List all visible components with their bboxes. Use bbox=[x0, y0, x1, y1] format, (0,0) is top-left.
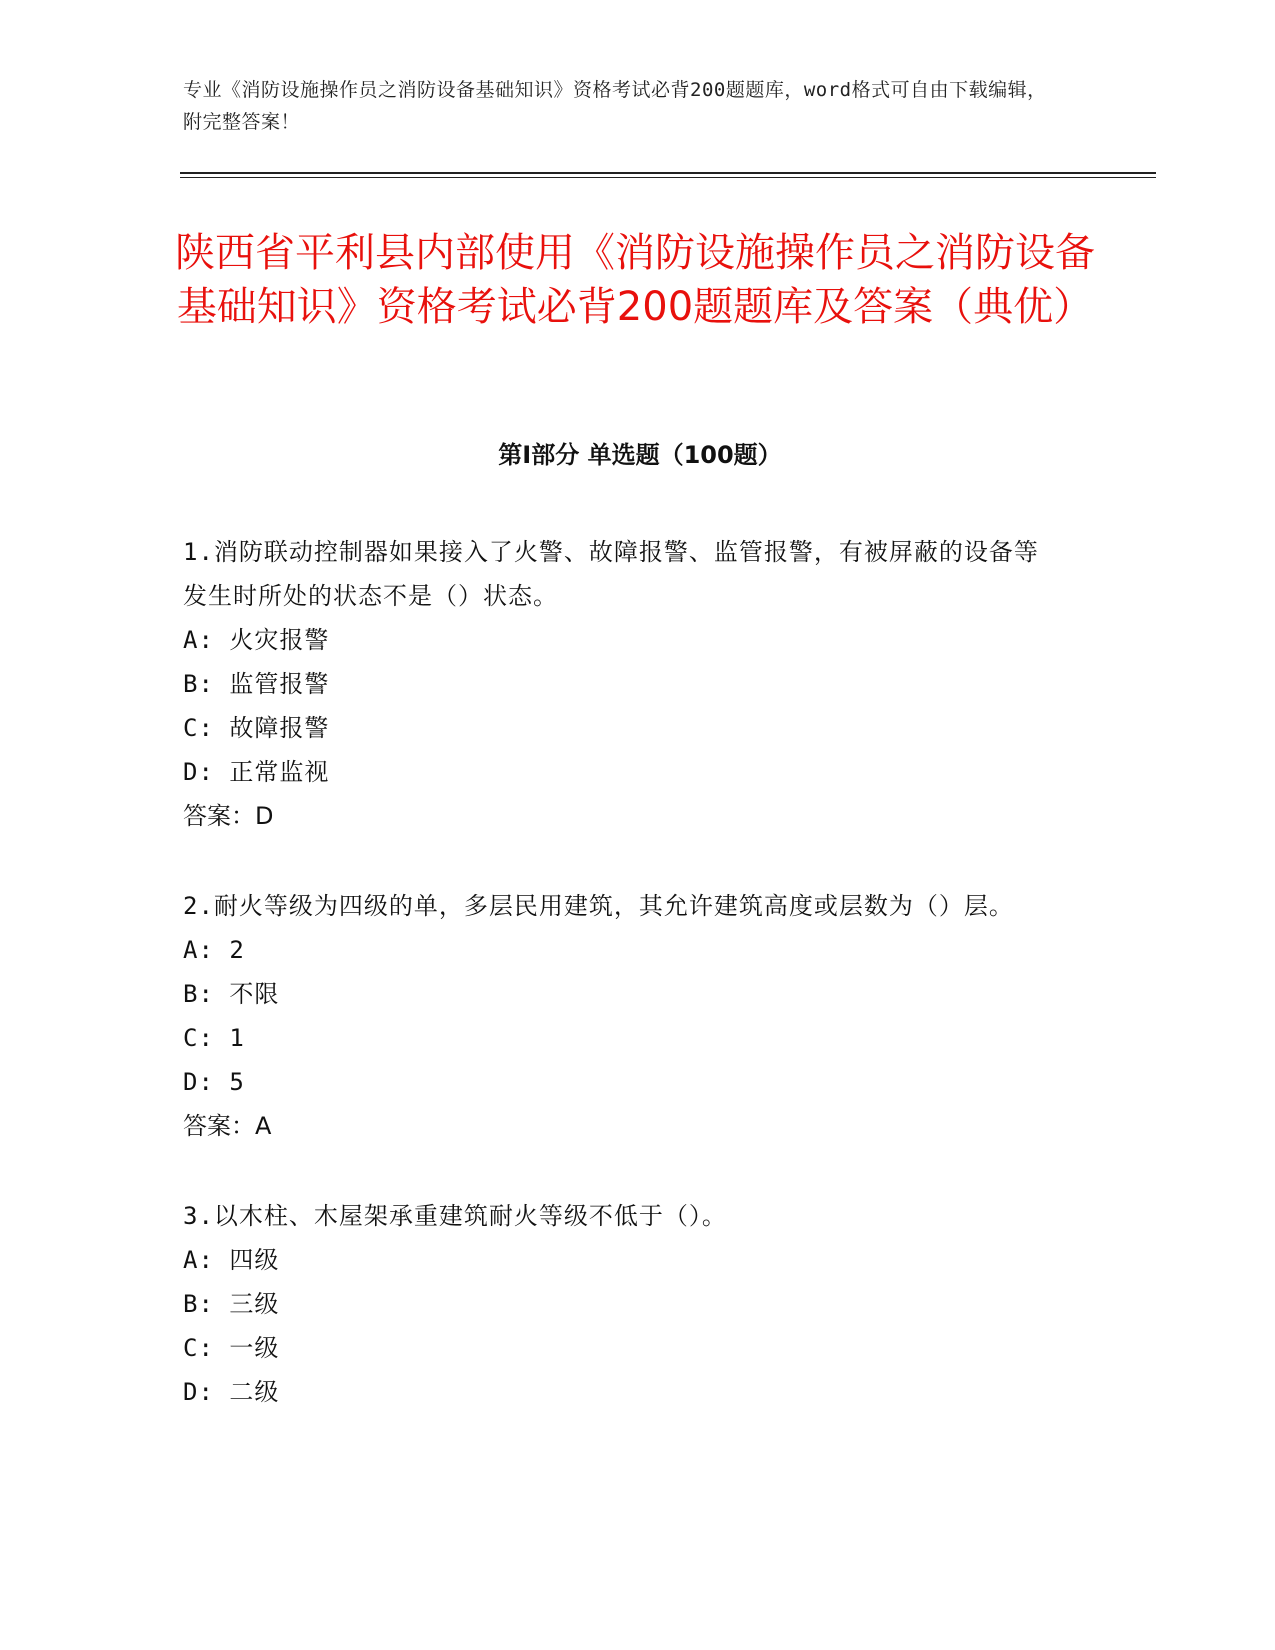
header-divider-thick bbox=[180, 172, 1156, 174]
option-d: D: 5 bbox=[183, 1068, 245, 1096]
option-d: D: 二级 bbox=[183, 1378, 280, 1406]
question-3 bbox=[183, 1194, 1063, 1414]
question-stem: 3.以木柱、木屋架承重建筑耐火等级不低于（）。 bbox=[183, 1202, 727, 1230]
header-note: 专业《消防设施操作员之消防设备基础知识》资格考试必背200题题库，word格式可自由下载编辑，附完整答案！ bbox=[183, 79, 1047, 133]
option-b: B: 三级 bbox=[183, 1290, 280, 1318]
option-c: C: 1 bbox=[183, 1024, 245, 1052]
option-c: C: 一级 bbox=[183, 1334, 280, 1362]
option-b: B: 监管报警 bbox=[183, 670, 330, 698]
question-2 bbox=[183, 884, 1063, 1148]
option-d: D: 正常监视 bbox=[183, 758, 330, 786]
question-list bbox=[183, 530, 1063, 1414]
question-stem: 2.耐火等级为四级的单，多层民用建筑，其允许建筑高度或层数为（）层。 bbox=[183, 892, 1014, 920]
option-a: A: 四级 bbox=[183, 1246, 280, 1274]
option-a: A: 2 bbox=[183, 936, 245, 964]
answer: 答案：D bbox=[183, 802, 274, 830]
answer: 答案：A bbox=[183, 1112, 272, 1140]
header-divider-thin bbox=[180, 177, 1156, 178]
option-b: B: 不限 bbox=[183, 980, 280, 1008]
option-c: C: 故障报警 bbox=[183, 714, 330, 742]
option-a: A: 火灾报警 bbox=[183, 626, 330, 654]
question-1 bbox=[183, 530, 1063, 838]
section-heading: 第Ⅰ部分 单选题（100题） bbox=[498, 441, 782, 469]
question-stem: 1.消防联动控制器如果接入了火警、故障报警、监管报警，有被屏蔽的设备等发生时所处的状态不是（）状态。 bbox=[183, 538, 1039, 610]
document-title: 陕西省平利县内部使用《消防设施操作员之消防设备基础知识》资格考试必背200题题库及答案（典优） bbox=[175, 230, 1095, 330]
